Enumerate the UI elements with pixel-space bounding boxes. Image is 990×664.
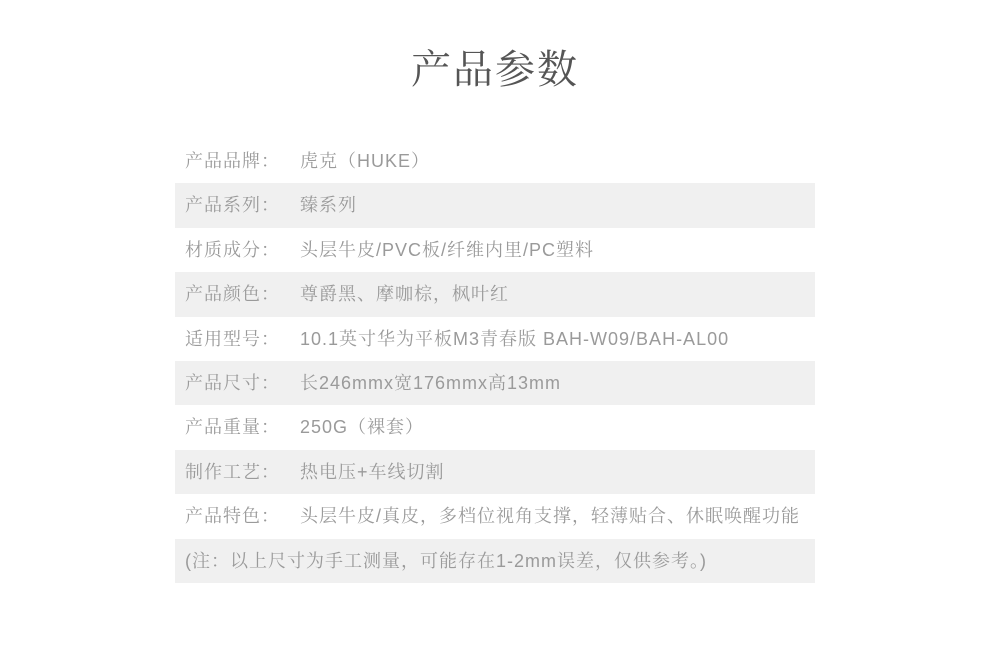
spec-value: 尊爵黑、摩咖棕，枫叶红	[300, 284, 509, 305]
spec-value: 长246mmx宽176mmx高13mm	[300, 372, 562, 393]
note-row	[175, 539, 815, 583]
spec-value: 头层牛皮/PVC板/纤维内里/PC塑料	[300, 239, 595, 260]
spec-row-color	[175, 272, 815, 316]
spec-label: 产品颜色：	[185, 284, 280, 305]
spec-row-series	[175, 183, 815, 227]
spec-value: 热电压+车线切割	[300, 461, 445, 482]
spec-value: 头层牛皮/真皮，多档位视角支撑，轻薄贴合、休眠唤醒功能	[300, 506, 800, 527]
spec-row-brand	[175, 139, 815, 183]
spec-value: 250G（裸套）	[300, 417, 425, 438]
spec-label: 适用型号：	[185, 328, 280, 349]
spec-label: 产品重量：	[185, 417, 280, 438]
spec-label: 产品特色：	[185, 506, 280, 527]
spec-row-craftsmanship	[175, 450, 815, 494]
spec-label: 产品品牌：	[185, 151, 280, 171]
note-text: (注：以上尺寸为手工测量，可能存在1-2mm误差，仅供参考。)	[185, 550, 707, 571]
spec-label: 产品尺寸：	[185, 372, 280, 393]
page-title: 产品参数	[411, 48, 579, 92]
spec-value: 10.1英寸华为平板M3青春版 BAH-W09/BAH-AL00	[300, 328, 730, 349]
spec-label: 产品系列：	[185, 195, 280, 216]
spec-row-features	[175, 494, 815, 538]
spec-row-compatible-model	[175, 317, 815, 361]
spec-label: 制作工艺：	[185, 461, 280, 482]
spec-table	[175, 139, 815, 583]
spec-value: 臻系列	[300, 195, 357, 216]
spec-row-material	[175, 228, 815, 272]
spec-row-dimensions	[175, 361, 815, 405]
spec-row-weight	[175, 405, 815, 449]
spec-label: 材质成分：	[185, 239, 280, 260]
spec-value: 虎克（HUKE）	[300, 151, 431, 171]
